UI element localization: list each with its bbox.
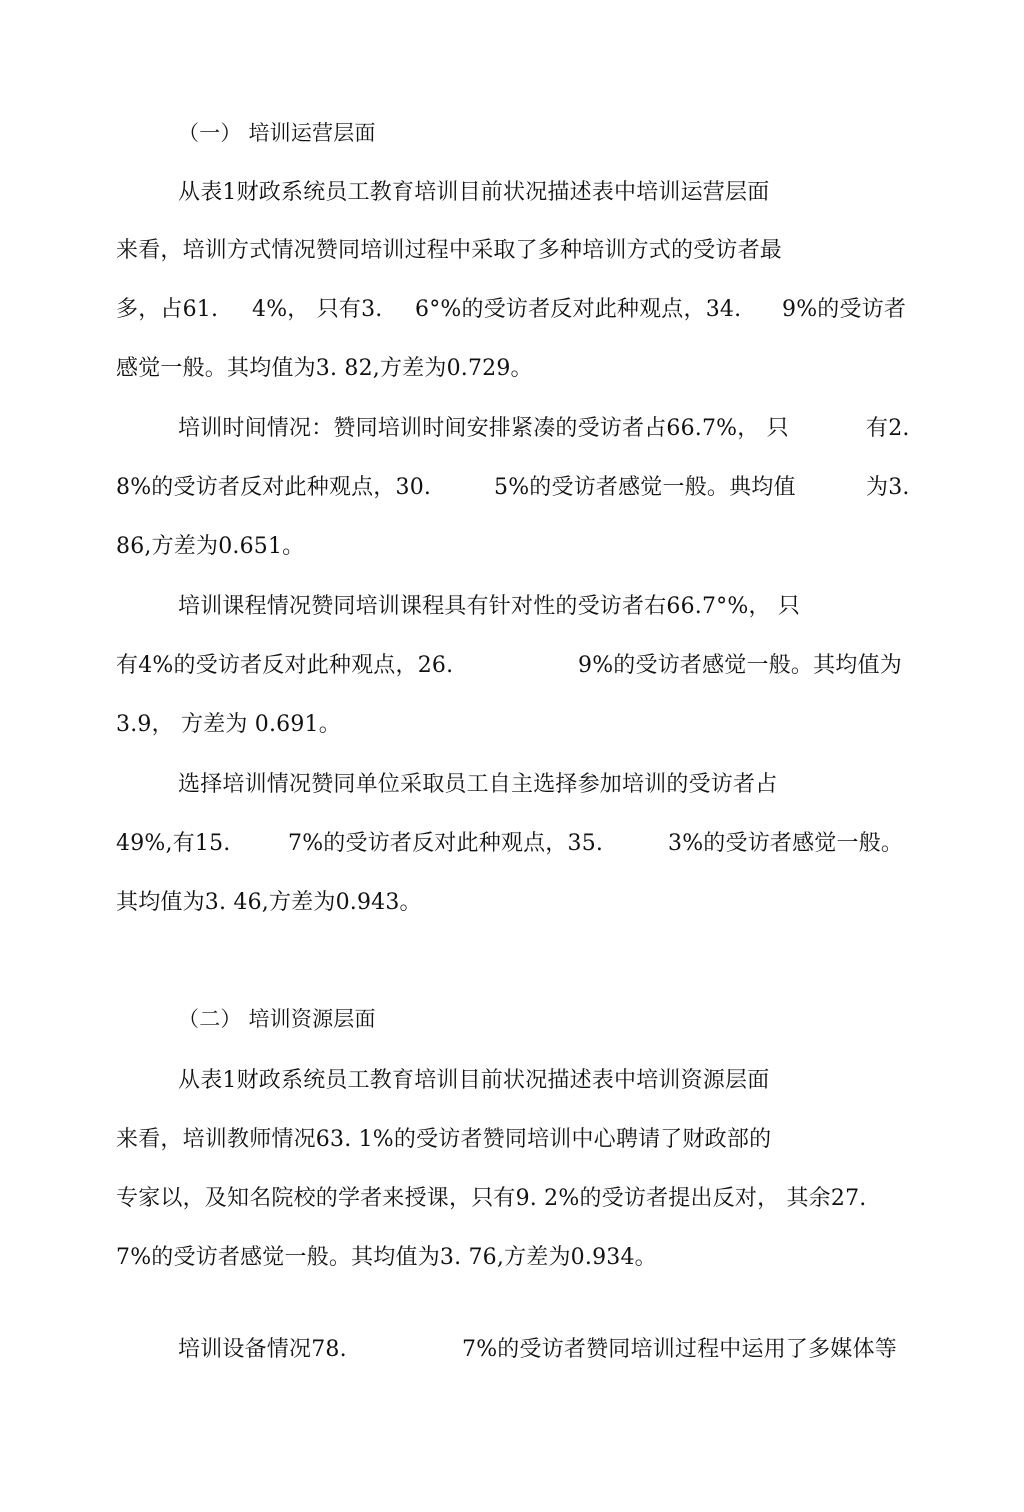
paragraph-line: 有4%的受访者反对此种观点，26. bbox=[116, 653, 454, 678]
paragraph-line: 选择培训情况赞同单位采取员工自主选择参加培训的受访者占 bbox=[178, 772, 778, 797]
paragraph-line: 7%的受访者赞同培训过程中运用了多媒体等 bbox=[462, 1337, 897, 1362]
paragraph-line: 为3. bbox=[866, 475, 910, 500]
paragraph-line: 有2. bbox=[866, 416, 910, 441]
paragraph-line: 6°%的受访者反对此种观点，34. bbox=[415, 297, 742, 322]
paragraph-line: 4%， 只有3. bbox=[252, 297, 383, 322]
section-heading-training-operations: （一） 培训运营层面 bbox=[178, 121, 376, 145]
paragraph-line: 培训时间情况：赞同培训时间安排紧凑的受访者占66.7%， 只 bbox=[178, 416, 789, 441]
paragraph-line: 9%的受访者 bbox=[782, 297, 907, 322]
paragraph-line: 来看，培训教师情况63. 1%的受访者赞同培训中心聘请了财政部的 bbox=[116, 1127, 772, 1152]
section-heading-training-resources: （二） 培训资源层面 bbox=[178, 1007, 376, 1031]
paragraph-line: 培训课程情况赞同培训课程具有针对性的受访者右66.7°%， 只 bbox=[178, 594, 801, 619]
paragraph-line: 7%的受访者反对此种观点，35. bbox=[288, 831, 604, 856]
paragraph-line: 8%的受访者反对此种观点，30. bbox=[116, 475, 432, 500]
paragraph-line: 从表1财政系统员工教育培训目前状况描述表中培训运营层面 bbox=[178, 180, 770, 205]
paragraph-line: 49%,有15. bbox=[116, 831, 231, 856]
paragraph-line: 来看，培训方式情况赞同培训过程中采取了多种培训方式的受访者最 bbox=[116, 238, 783, 263]
paragraph-line: 9%的受访者感觉一般。其均值为 bbox=[578, 653, 902, 678]
paragraph-line: 感觉一般。其均值为3. 82,方差为0.729。 bbox=[116, 356, 533, 381]
paragraph-line: 3.9， 方差为 0.691。 bbox=[116, 712, 341, 737]
paragraph-line: 培训设备情况78. bbox=[178, 1337, 347, 1362]
paragraph-line: 86,方差为0.651。 bbox=[116, 534, 305, 559]
paragraph-line: 其均值为3. 46,方差为0.943。 bbox=[116, 890, 422, 915]
paragraph-line: 5%的受访者感觉一般。典均值 bbox=[494, 475, 796, 500]
paragraph-line: 3%的受访者感觉一般。 bbox=[668, 831, 904, 856]
paragraph-line: 专家以，及知名院校的学者来授课，只有9. 2%的受访者提出反对， 其余27. bbox=[116, 1186, 867, 1211]
paragraph-line: 从表1财政系统员工教育培训目前状况描述表中培训资源层面 bbox=[178, 1068, 770, 1093]
paragraph-line: 多，占61. bbox=[116, 297, 219, 322]
paragraph-line: 7%的受访者感觉一般。其均值为3. 76,方差为0.934。 bbox=[116, 1245, 657, 1270]
